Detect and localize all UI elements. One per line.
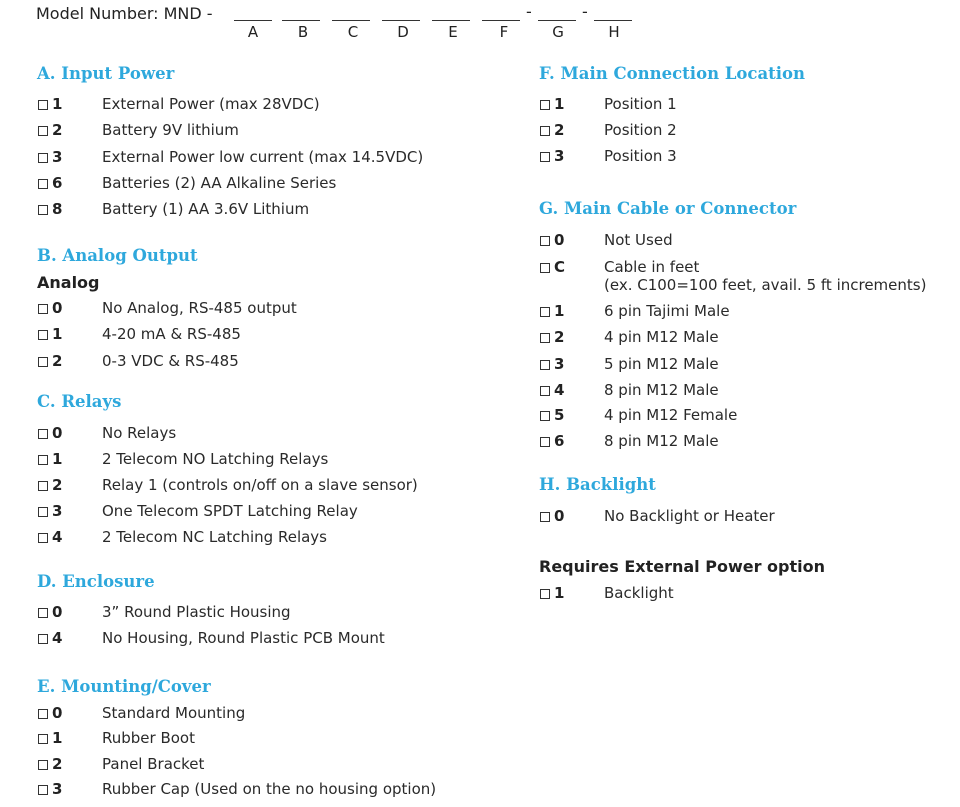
model-blank-d[interactable] — [382, 20, 420, 21]
checkbox[interactable] — [38, 709, 48, 719]
option-code: 3 — [52, 148, 63, 166]
option-desc: Batteries (2) AA Alkaline Series — [102, 174, 337, 192]
checkbox[interactable] — [540, 411, 550, 421]
section-a-title: A. Input Power — [37, 64, 175, 83]
option-code: 2 — [52, 352, 63, 370]
option-code: 2 — [554, 121, 565, 139]
model-blank-a[interactable] — [234, 20, 272, 21]
option-code: 1 — [554, 95, 565, 113]
checkbox[interactable] — [38, 734, 48, 744]
option-code: 3 — [52, 502, 63, 520]
model-blank-f[interactable] — [482, 20, 520, 21]
checkbox[interactable] — [540, 360, 550, 370]
option-code: 6 — [554, 432, 565, 450]
option-code: 1 — [52, 450, 63, 468]
checkbox[interactable] — [38, 455, 48, 465]
option-code: 2 — [554, 328, 565, 346]
section-h-title: H. Backlight — [539, 475, 656, 494]
option-desc: No Analog, RS-485 output — [102, 299, 297, 317]
option-code: C — [554, 258, 566, 276]
option-code: 0 — [554, 231, 565, 249]
model-letter-c: C — [347, 23, 359, 41]
section-h-subtitle: Requires External Power option — [539, 557, 825, 576]
checkbox[interactable] — [540, 512, 550, 522]
option-desc: 6 pin Tajimi Male — [604, 302, 730, 320]
model-dash: - — [582, 2, 588, 21]
option-desc: Rubber Boot — [102, 729, 195, 747]
option-desc: 8 pin M12 Male — [604, 432, 719, 450]
section-d-title: D. Enclosure — [37, 572, 155, 591]
option-code: 2 — [52, 755, 63, 773]
model-letter-f: F — [499, 23, 509, 41]
section-e-title: E. Mounting/Cover — [37, 677, 211, 696]
option-code: 1 — [554, 584, 565, 602]
model-letter-h: H — [608, 23, 620, 41]
checkbox[interactable] — [38, 634, 48, 644]
option-desc: 3” Round Plastic Housing — [102, 603, 291, 621]
checkbox[interactable] — [38, 533, 48, 543]
model-letter-g: G — [552, 23, 564, 41]
option-desc: No Relays — [102, 424, 177, 442]
option-code: 2 — [52, 121, 63, 139]
checkbox[interactable] — [38, 785, 48, 795]
option-desc: Relay 1 (controls on/off on a slave sensor) — [102, 476, 418, 494]
option-code: 4 — [52, 528, 63, 546]
option-desc: Not Used — [604, 231, 673, 249]
checkbox[interactable] — [38, 153, 48, 163]
model-blank-e[interactable] — [432, 20, 470, 21]
option-desc: 4 pin M12 Female — [604, 406, 738, 424]
option-desc-note: (ex. C100=100 feet, avail. 5 ft increments) — [604, 276, 927, 294]
checkbox[interactable] — [38, 760, 48, 770]
option-desc: Panel Bracket — [102, 755, 205, 773]
model-blank-g[interactable] — [538, 20, 576, 21]
checkbox[interactable] — [540, 437, 550, 447]
model-letter-a: A — [247, 23, 259, 41]
option-code: 6 — [52, 174, 63, 192]
model-letter-e: E — [448, 23, 458, 41]
model-blank-b[interactable] — [282, 20, 320, 21]
option-desc: 8 pin M12 Male — [604, 381, 719, 399]
option-desc: External Power low current (max 14.5VDC) — [102, 148, 424, 166]
option-code: 0 — [52, 299, 63, 317]
checkbox[interactable] — [540, 100, 550, 110]
option-desc: 5 pin M12 Male — [604, 355, 719, 373]
section-f-title: F. Main Connection Location — [539, 64, 806, 83]
checkbox[interactable] — [540, 263, 550, 273]
option-desc: No Backlight or Heater — [604, 507, 775, 525]
option-desc: Cable in feet — [604, 258, 700, 276]
option-desc: No Housing, Round Plastic PCB Mount — [102, 629, 385, 647]
section-c-title: C. Relays — [37, 392, 122, 411]
checkbox[interactable] — [540, 333, 550, 343]
option-code: 5 — [554, 406, 565, 424]
checkbox[interactable] — [38, 304, 48, 314]
model-number-label: Model Number: MND - — [36, 4, 213, 23]
checkbox[interactable] — [38, 205, 48, 215]
option-code: 1 — [554, 302, 565, 320]
option-code: 4 — [554, 381, 565, 399]
checkbox[interactable] — [38, 100, 48, 110]
option-desc: Backlight — [604, 584, 674, 602]
option-code: 1 — [52, 325, 63, 343]
checkbox[interactable] — [540, 152, 550, 162]
checkbox[interactable] — [540, 307, 550, 317]
option-desc: Position 3 — [604, 147, 677, 165]
model-letter-b: B — [297, 23, 309, 41]
option-desc: 2 Telecom NC Latching Relays — [102, 528, 327, 546]
model-dash: - — [526, 2, 532, 21]
checkbox[interactable] — [38, 179, 48, 189]
option-code: 1 — [52, 729, 63, 747]
option-desc: 4 pin M12 Male — [604, 328, 719, 346]
option-code: 0 — [52, 603, 63, 621]
checkbox[interactable] — [38, 330, 48, 340]
checkbox[interactable] — [540, 589, 550, 599]
checkbox[interactable] — [38, 507, 48, 517]
option-desc: 4-20 mA & RS-485 — [102, 325, 241, 343]
option-code: 3 — [52, 780, 63, 798]
option-desc: 0-3 VDC & RS-485 — [102, 352, 239, 370]
checkbox[interactable] — [540, 236, 550, 246]
option-desc: Battery 9V lithium — [102, 121, 239, 139]
model-blank-h[interactable] — [594, 20, 632, 21]
option-code: 2 — [52, 476, 63, 494]
section-b-title: B. Analog Output — [37, 246, 198, 265]
checkbox[interactable] — [38, 126, 48, 136]
section-b-subtitle: Analog — [37, 273, 100, 292]
checkbox[interactable] — [540, 126, 550, 136]
checkbox[interactable] — [38, 429, 48, 439]
option-code: 3 — [554, 147, 565, 165]
option-code: 8 — [52, 200, 63, 218]
option-code: 0 — [52, 704, 63, 722]
option-code: 0 — [52, 424, 63, 442]
checkbox[interactable] — [38, 608, 48, 618]
option-desc: Position 2 — [604, 121, 677, 139]
option-code: 1 — [52, 95, 63, 113]
option-desc: One Telecom SPDT Latching Relay — [102, 502, 358, 520]
checkbox[interactable] — [38, 357, 48, 367]
checkbox[interactable] — [540, 386, 550, 396]
option-code: 4 — [52, 629, 63, 647]
option-desc: Rubber Cap (Used on the no housing option) — [102, 780, 437, 798]
option-desc: Position 1 — [604, 95, 677, 113]
model-letter-d: D — [397, 23, 409, 41]
model-blank-c[interactable] — [332, 20, 370, 21]
option-desc: 2 Telecom NO Latching Relays — [102, 450, 329, 468]
option-desc: Standard Mounting — [102, 704, 246, 722]
section-g-title: G. Main Cable or Connector — [539, 199, 797, 218]
option-desc: External Power (max 28VDC) — [102, 95, 320, 113]
option-desc: Battery (1) AA 3.6V Lithium — [102, 200, 310, 218]
option-code: 3 — [554, 355, 565, 373]
checkbox[interactable] — [38, 481, 48, 491]
option-code: 0 — [554, 507, 565, 525]
